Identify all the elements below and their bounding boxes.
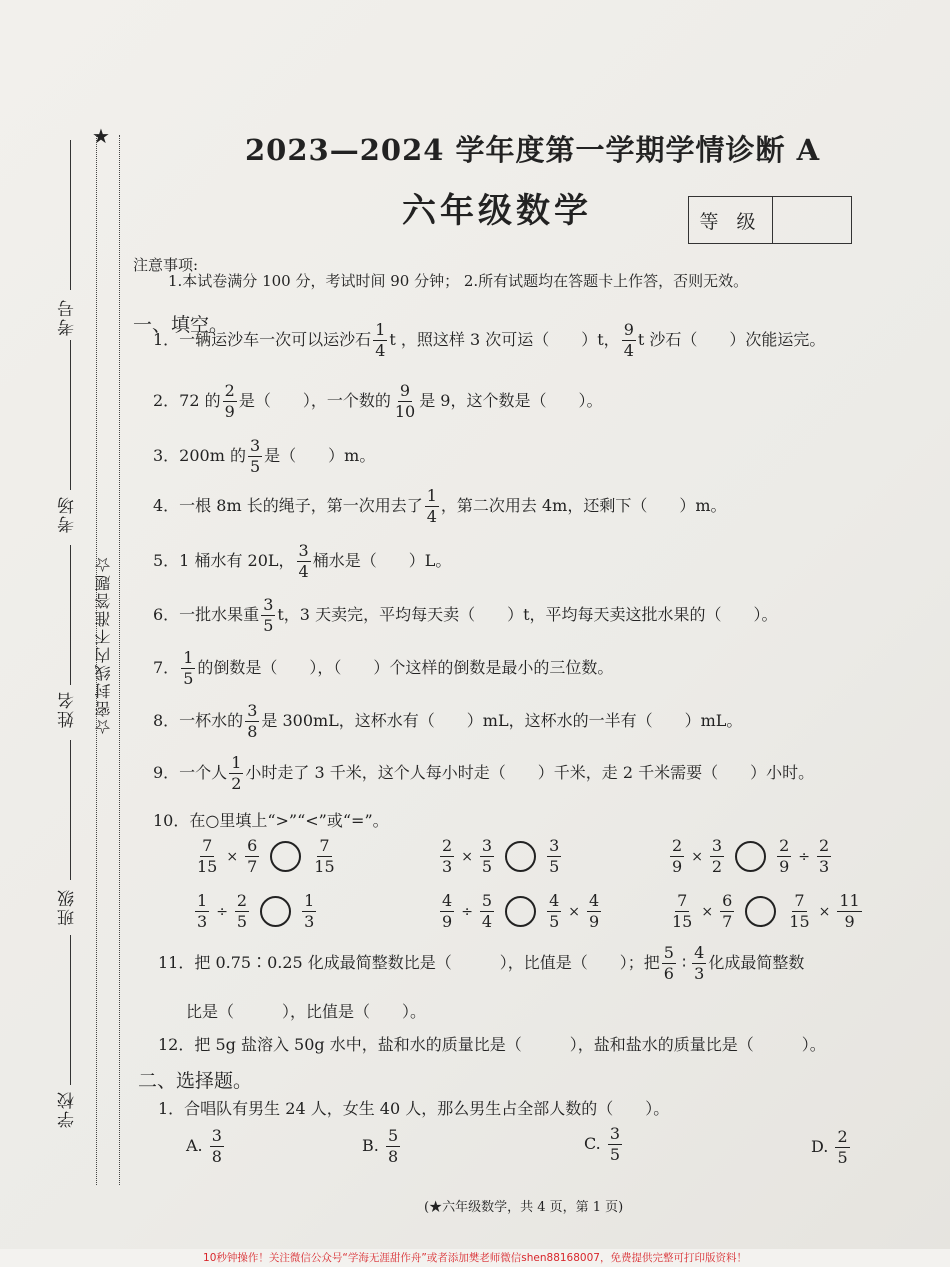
fraction: $\frac{4}{3}$	[694, 943, 705, 983]
question-10: 10．在○里填上“>”“<”或“=”。	[153, 811, 389, 830]
field-line-school	[70, 935, 71, 1085]
field-exam-number: 考号	[58, 298, 78, 336]
field-line-exam-number	[70, 140, 71, 290]
section1-title: 一、填空。	[133, 314, 229, 336]
answer-circle[interactable]	[505, 896, 536, 927]
grade-label: 等 级	[689, 197, 773, 243]
question-3: 3．200m 的 $\frac{3}{5}$ 是（ ）m。	[153, 436, 376, 476]
fraction: $\frac{3}{5}$	[249, 436, 261, 476]
notes-text: 1.本试卷满分 100 分，考试时间 90 分钟； 2.所有试题均在答题卡上作答，否则无效。	[168, 272, 749, 290]
fraction: $\frac{1}{4}$	[375, 320, 386, 360]
field-line-class	[70, 740, 71, 880]
field-line-exam-room	[70, 340, 71, 490]
grade-box	[688, 196, 852, 244]
option-a[interactable]: A. $\frac{3}{8}$	[186, 1126, 222, 1166]
question-1: 1．一辆运沙车一次可以运沙石 $\frac{1}{4}$ t ，照这样 3 次可运（ ）t， $\frac{9}{4}$ t 沙石（ ）次能运完。	[153, 320, 826, 360]
page-footer: (★六年级数学，共 4 页，第 1 页)	[424, 1200, 624, 1215]
fraction: $\frac{9}{4}$	[623, 320, 634, 360]
question-2: 2．72 的 $\frac{2}{9}$ 是（ ），一个数的 $\frac{9}{10}$ 是 9，这个数是（ ）。	[153, 381, 603, 421]
answer-circle[interactable]	[270, 841, 301, 872]
fraction: $\frac{3}{8}$	[247, 701, 258, 741]
question-12: 12．把 5g 盐溶入 50g 水中，盐和水的质量比是（ ），盐和盐水的质量比是（ ）。	[158, 1035, 826, 1054]
fraction: $\frac{9}{10}$	[394, 381, 416, 421]
question-6: 6．一批水果重 $\frac{3}{5}$ t，3 天卖完，平均每天卖（ ）t，平均每天卖这批水果的（ ）。	[153, 595, 778, 635]
compare-r1c3: $\frac{2}{9}$ × $\frac{3}{2}$ $\frac{2}{9}$ ÷ $\frac{2}{3}$	[672, 836, 830, 876]
answer-circle[interactable]	[735, 841, 766, 872]
question-11: 11．把 0.75∶0.25 化成最简整数比是（ ），比值是（ ）；把 $\frac{5}{6}$ ∶ $\frac{4}{3}$ 化成最简整数	[158, 943, 805, 983]
choice-question-1: 1．合唱队有男生 24 人，女生 40 人，那么男生占全部人数的（ ）。	[158, 1099, 670, 1118]
question-11-cont: 比是（ ），比值是（ ）。	[186, 1002, 427, 1021]
compare-r1c1: $\frac{7}{15}$ × $\frac{6}{7}$ $\frac{7}{15}$	[197, 836, 335, 876]
fraction: $\frac{2}{9}$	[224, 381, 235, 421]
binding-dotted-line-2	[119, 135, 120, 1185]
field-class: 班级	[58, 888, 78, 926]
field-school: 学校	[58, 1090, 78, 1128]
question-9: 9．一个人 $\frac{1}{2}$ 小时走了 3 千米，这个人每小时走（ ）千米，走 2 千米需要（ ）小时。	[153, 753, 815, 793]
fraction: $\frac{1}{2}$	[231, 753, 242, 793]
promo-banner: 10秒钟操作！关注微信公众号“学海无涯甜作舟”或者添加樊老师微信shen88168007，免费提供完整可打印版资料！	[0, 1249, 950, 1267]
star-icon: ★	[92, 124, 110, 148]
field-exam-room: 考场	[58, 495, 78, 533]
option-b[interactable]: B. $\frac{5}{8}$	[362, 1126, 399, 1166]
answer-circle[interactable]	[505, 841, 536, 872]
question-5: 5．1 桶水有 20L， $\frac{3}{4}$ 桶水是（ ）L。	[153, 541, 452, 581]
option-c[interactable]: C. $\frac{3}{5}$	[584, 1124, 621, 1164]
compare-r1c2: $\frac{2}{3}$ × $\frac{3}{5}$ $\frac{3}{5}$	[442, 836, 560, 876]
answer-circle[interactable]	[260, 896, 291, 927]
question-7: 7． $\frac{1}{5}$ 的倒数是（ ），（ ）个这样的倒数是最小的三位数。	[153, 648, 614, 688]
field-name: 姓名	[58, 690, 78, 728]
fraction: $\frac{1}{4}$	[426, 486, 437, 526]
question-8: 8．一杯水的 $\frac{3}{8}$ 是 300mL，这杯水有（ ）mL，这杯水的一半有（ ）mL。	[153, 701, 743, 741]
notes-label: 注意事项:	[133, 256, 199, 274]
exam-title: 2023—2024 学年度第一学期学情诊断 A	[245, 133, 821, 167]
option-d[interactable]: D. $\frac{2}{5}$	[811, 1127, 848, 1167]
section2-title: 二、选择题。	[138, 1070, 253, 1092]
fraction: $\frac{3}{5}$	[263, 595, 274, 635]
fraction: $\frac{1}{5}$	[183, 648, 194, 688]
question-4: 4．一根 8m 长的绳子，第一次用去了 $\frac{1}{4}$ ，第二次用去 4m，还剩下（ ）m。	[153, 486, 727, 526]
subject-title: 六年级数学	[402, 191, 592, 231]
compare-r2c3: $\frac{7}{15}$ × $\frac{6}{7}$ $\frac{7}{15}$ × $\frac{11}{9}$	[672, 891, 860, 931]
compare-r2c2: $\frac{4}{9}$ ÷ $\frac{5}{4}$ $\frac{4}{5}$ × $\frac{4}{9}$	[442, 891, 600, 931]
fraction: $\frac{3}{4}$	[298, 541, 309, 581]
answer-circle[interactable]	[745, 896, 776, 927]
seal-warning: ☆密封线内不准答题☆	[94, 555, 113, 735]
field-line-name	[70, 545, 71, 685]
fraction: $\frac{5}{6}$	[663, 943, 674, 983]
compare-r2c1: $\frac{1}{3}$ ÷ $\frac{2}{5}$ $\frac{1}{3}$	[197, 891, 315, 931]
